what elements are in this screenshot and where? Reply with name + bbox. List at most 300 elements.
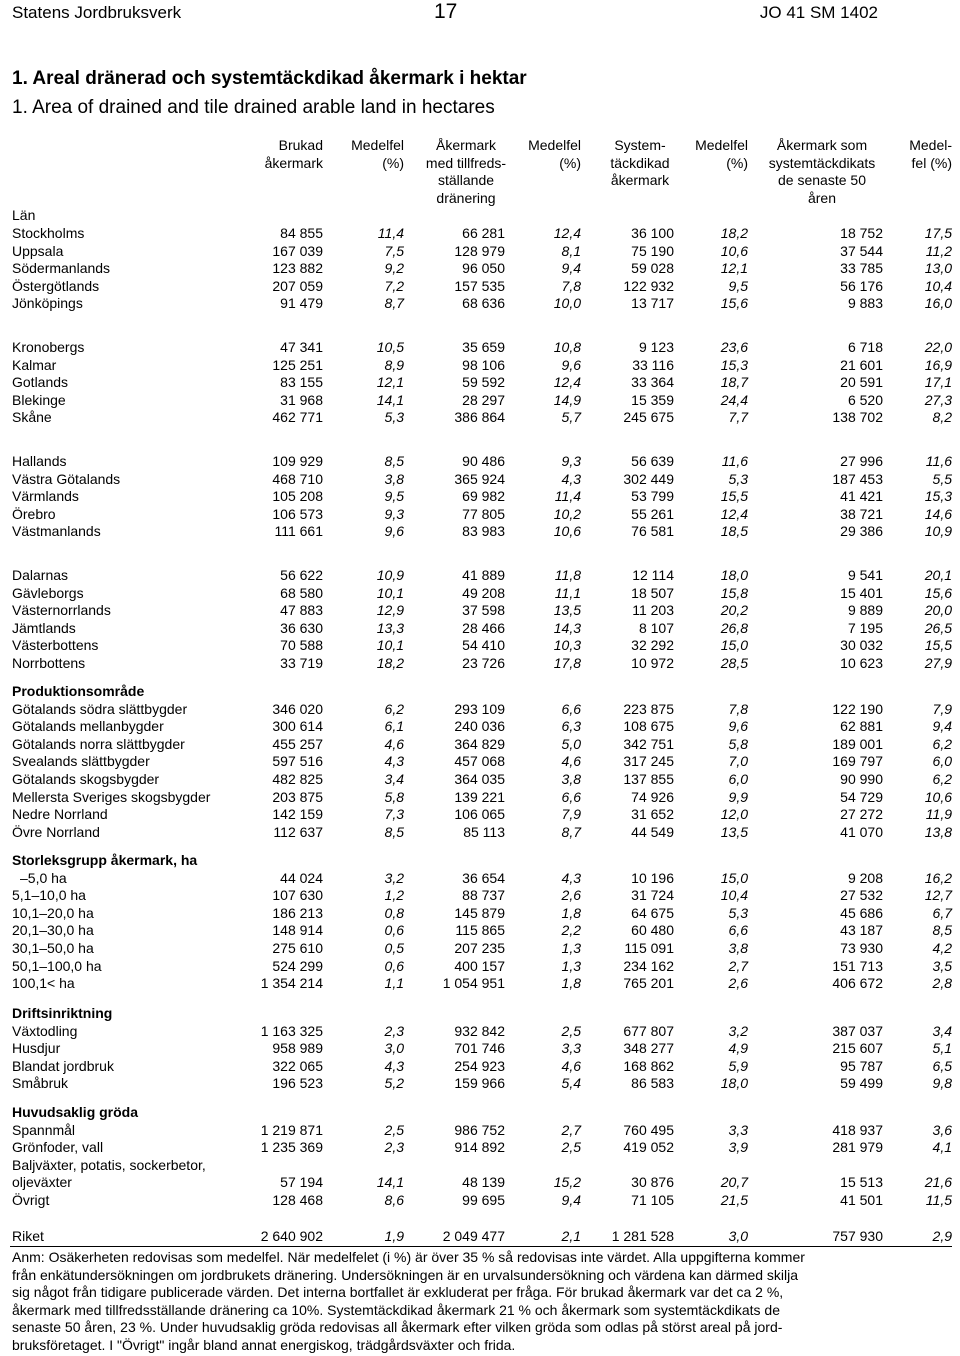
value-cell: 406 672 bbox=[832, 975, 883, 992]
row-label: Götalands södra slättbygder bbox=[12, 700, 188, 717]
value-cell: 71 105 bbox=[631, 1192, 674, 1208]
value-cell: 8 107 bbox=[638, 619, 674, 636]
error-cell: 2,6 bbox=[561, 887, 581, 904]
value-cell: 348 277 bbox=[623, 1040, 674, 1057]
value-cell: 342 751 bbox=[623, 735, 674, 752]
value-cell: 2 640 902 bbox=[260, 1228, 323, 1244]
table-row bbox=[0, 295, 960, 313]
value-cell: 21 601 bbox=[840, 356, 883, 373]
column-header-7 bbox=[752, 137, 892, 207]
section-title: Driftsinriktning bbox=[12, 1005, 113, 1021]
error-cell: 2,1 bbox=[561, 1228, 581, 1244]
error-cell: 13,5 bbox=[720, 823, 748, 840]
row-label: Kalmar bbox=[12, 356, 57, 373]
value-cell: 203 875 bbox=[272, 788, 323, 805]
value-cell: 27 996 bbox=[840, 453, 883, 469]
value-cell: 122 932 bbox=[623, 277, 674, 294]
value-cell: 9 883 bbox=[847, 295, 883, 312]
column-header-5 bbox=[570, 137, 710, 190]
value-cell: 33 719 bbox=[280, 655, 323, 671]
error-cell: 11,6 bbox=[721, 453, 748, 469]
error-cell: 15,5 bbox=[924, 637, 952, 654]
row-label: oljeväxter bbox=[12, 1174, 72, 1191]
value-cell: 7 195 bbox=[847, 619, 883, 636]
row-label: Husdjur bbox=[12, 1040, 61, 1057]
value-cell: 31 968 bbox=[280, 391, 323, 408]
error-cell: 10,3 bbox=[553, 637, 581, 654]
value-cell: 62 881 bbox=[840, 718, 883, 735]
value-cell: 53 799 bbox=[631, 488, 674, 505]
table-row bbox=[0, 1023, 960, 1041]
error-cell: 3,8 bbox=[384, 470, 404, 487]
error-cell: 22,0 bbox=[924, 339, 952, 355]
error-cell: 10,9 bbox=[924, 523, 952, 540]
value-cell: 77 805 bbox=[462, 505, 505, 522]
error-cell: 4,3 bbox=[384, 753, 404, 770]
error-cell: 10,1 bbox=[376, 584, 404, 601]
column-header-line: Medel- bbox=[909, 137, 952, 153]
value-cell: 35 659 bbox=[462, 339, 505, 355]
error-cell: 8,1 bbox=[561, 242, 581, 259]
error-cell: 3,2 bbox=[384, 869, 404, 886]
table-row bbox=[0, 887, 960, 905]
error-cell: 15,0 bbox=[720, 637, 748, 654]
error-cell: 5,1 bbox=[932, 1040, 952, 1057]
value-cell: 105 208 bbox=[272, 488, 323, 505]
value-cell: 757 930 bbox=[832, 1228, 883, 1244]
column-header-line: Åkermark som bbox=[776, 137, 868, 153]
error-cell: 11,9 bbox=[925, 806, 952, 823]
error-cell: 9,3 bbox=[561, 453, 581, 469]
table-row bbox=[0, 409, 960, 427]
row-label: Grönfoder, vall bbox=[12, 1139, 104, 1156]
table-row bbox=[0, 789, 960, 807]
error-cell: 12,7 bbox=[924, 887, 952, 904]
error-cell: 2,8 bbox=[932, 975, 952, 992]
table-row bbox=[0, 1174, 960, 1192]
value-cell: 207 059 bbox=[272, 277, 323, 294]
error-cell: 10,4 bbox=[720, 887, 748, 904]
error-cell: 8,9 bbox=[384, 356, 404, 373]
value-cell: 90 486 bbox=[462, 453, 505, 469]
row-label: Västra Götalands bbox=[12, 470, 121, 487]
value-cell: 1 219 871 bbox=[260, 1121, 323, 1138]
error-cell: 10,4 bbox=[924, 277, 952, 294]
error-cell: 0,8 bbox=[384, 904, 404, 921]
error-cell: 9,4 bbox=[561, 260, 581, 277]
row-label: Götalands skogsbygder bbox=[12, 771, 160, 787]
row-label: 20,1–30,0 ha bbox=[12, 922, 94, 939]
error-cell: 17,1 bbox=[924, 374, 952, 391]
value-cell: 68 636 bbox=[462, 295, 505, 312]
value-cell: 85 113 bbox=[463, 823, 505, 840]
value-cell: 69 982 bbox=[462, 488, 505, 505]
value-cell: 66 281 bbox=[462, 225, 505, 241]
value-cell: 677 807 bbox=[623, 1022, 674, 1039]
error-cell: 18,0 bbox=[720, 1075, 748, 1092]
table-row bbox=[0, 392, 960, 410]
error-cell: 20,1 bbox=[924, 567, 952, 583]
error-cell: 6,1 bbox=[384, 718, 404, 735]
column-header-3 bbox=[396, 137, 536, 207]
value-cell: 44 549 bbox=[631, 823, 674, 840]
error-cell: 27,9 bbox=[924, 655, 952, 671]
footnote-line: från enkätundersökningen om jordbrukets dränering. Undersökningen är en urvalsundersökning och värdena kan därmed skilja bbox=[12, 1266, 799, 1283]
table-row bbox=[0, 736, 960, 754]
row-label: Västmanlands bbox=[12, 523, 101, 540]
error-cell: 15,8 bbox=[720, 584, 748, 601]
error-cell: 3,2 bbox=[728, 1022, 748, 1039]
error-cell: 15,6 bbox=[720, 295, 748, 312]
row-label: Gävleborgs bbox=[12, 584, 84, 601]
value-cell: 73 930 bbox=[840, 940, 883, 956]
value-cell: 322 065 bbox=[272, 1057, 323, 1074]
error-cell: 17,5 bbox=[924, 225, 952, 241]
error-cell: 3,8 bbox=[728, 940, 748, 956]
row-label: Västernorrlands bbox=[12, 602, 111, 619]
error-cell: 1,2 bbox=[384, 887, 404, 904]
value-cell: 6 520 bbox=[847, 391, 883, 408]
value-cell: 986 752 bbox=[454, 1121, 505, 1138]
value-cell: 41 889 bbox=[462, 567, 505, 583]
value-cell: 215 607 bbox=[832, 1040, 883, 1057]
value-cell: 90 990 bbox=[840, 771, 883, 787]
table-row bbox=[0, 243, 960, 261]
column-header-line: Medelfel bbox=[351, 137, 404, 153]
table-row bbox=[0, 567, 960, 585]
value-cell: 60 480 bbox=[631, 922, 674, 939]
error-cell: 8,7 bbox=[561, 823, 581, 840]
value-cell: 245 675 bbox=[623, 409, 674, 426]
error-cell: 9,9 bbox=[728, 788, 748, 805]
value-cell: 27 272 bbox=[840, 806, 883, 823]
value-cell: 418 937 bbox=[832, 1121, 883, 1138]
table-row bbox=[0, 523, 960, 541]
error-cell: 24,4 bbox=[720, 391, 748, 408]
error-cell: 5,0 bbox=[561, 735, 581, 752]
value-cell: 32 292 bbox=[631, 637, 674, 654]
value-cell: 86 583 bbox=[631, 1075, 674, 1092]
error-cell: 7,2 bbox=[384, 277, 404, 294]
value-cell: 15 401 bbox=[840, 584, 883, 601]
value-cell: 56 639 bbox=[631, 453, 674, 469]
column-header-line: Brukad bbox=[278, 137, 323, 153]
footnote-line: sig något från tidigare publicerade värden. Det interna bortfallet är exkluderat per fråga. För brukad åkermark var det ca 2 %, bbox=[12, 1284, 784, 1301]
value-cell: 482 825 bbox=[272, 771, 323, 787]
value-cell: 115 865 bbox=[455, 922, 505, 939]
value-cell: 10 972 bbox=[631, 655, 674, 671]
error-cell: 18,5 bbox=[720, 523, 748, 540]
error-cell: 13,8 bbox=[924, 823, 952, 840]
error-cell: 28,5 bbox=[720, 655, 748, 671]
row-label: Mellersta Sveriges skogsbygder bbox=[12, 788, 211, 805]
error-cell: 5,5 bbox=[932, 470, 952, 487]
error-cell: 9,6 bbox=[384, 523, 404, 540]
error-cell: 11,6 bbox=[925, 453, 952, 469]
value-cell: 68 580 bbox=[280, 584, 323, 601]
error-cell: 7,3 bbox=[384, 806, 404, 823]
value-cell: 106 573 bbox=[272, 505, 323, 522]
error-cell: 4,6 bbox=[561, 753, 581, 770]
table-row bbox=[0, 958, 960, 976]
row-label: Blandat jordbruk bbox=[12, 1057, 114, 1074]
value-cell: 28 297 bbox=[462, 391, 505, 408]
table-row bbox=[0, 585, 960, 603]
row-label: Värmlands bbox=[12, 488, 79, 505]
value-cell: 254 923 bbox=[454, 1057, 505, 1074]
error-cell: 14,9 bbox=[553, 391, 581, 408]
value-cell: 41 421 bbox=[840, 488, 883, 505]
error-cell: 8,6 bbox=[384, 1192, 404, 1208]
column-header-line: ställande bbox=[437, 172, 495, 188]
value-cell: 45 686 bbox=[840, 904, 883, 921]
value-cell: 1 354 214 bbox=[260, 975, 323, 992]
error-cell: 26,5 bbox=[924, 619, 952, 636]
table-row bbox=[0, 471, 960, 489]
value-cell: 29 386 bbox=[840, 523, 883, 540]
table-row bbox=[0, 870, 960, 888]
value-cell: 59 499 bbox=[840, 1075, 883, 1092]
value-cell: 48 139 bbox=[462, 1174, 505, 1191]
error-cell: 12,0 bbox=[720, 806, 748, 823]
error-cell: 5,3 bbox=[728, 904, 748, 921]
value-cell: 293 109 bbox=[454, 700, 505, 717]
error-cell: 14,6 bbox=[924, 505, 952, 522]
table-row bbox=[0, 922, 960, 940]
error-cell: 2,5 bbox=[384, 1121, 404, 1138]
table-row bbox=[0, 488, 960, 506]
value-cell: 1 163 325 bbox=[260, 1022, 323, 1039]
value-cell: 123 882 bbox=[272, 260, 323, 277]
row-label: Norrbottens bbox=[12, 655, 86, 671]
row-label: 100,1< ha bbox=[12, 975, 75, 992]
column-header-line: (%) bbox=[559, 154, 581, 171]
section-title: Produktionsområde bbox=[12, 683, 145, 699]
error-cell: 1,9 bbox=[384, 1228, 404, 1244]
error-cell: 9,2 bbox=[384, 260, 404, 277]
footnote-line: Anm: Osäkerheten redovisas som medelfel. När medelfelet (i %) är över 35 % så redovisas inte värdet. Alla uppgifterna kommer bbox=[12, 1249, 805, 1265]
value-cell: 13 717 bbox=[631, 295, 674, 312]
value-cell: 1 054 951 bbox=[442, 975, 505, 992]
value-cell: 91 479 bbox=[280, 295, 323, 312]
value-cell: 99 695 bbox=[462, 1192, 505, 1208]
value-cell: 107 630 bbox=[272, 887, 323, 904]
error-cell: 6,7 bbox=[932, 904, 952, 921]
column-header-line: (%) bbox=[726, 154, 748, 171]
row-label: 10,1–20,0 ha bbox=[12, 904, 94, 921]
error-cell: 5,8 bbox=[384, 788, 404, 805]
table-row bbox=[0, 620, 960, 638]
error-cell: 6,3 bbox=[561, 718, 581, 735]
row-label: Riket bbox=[12, 1228, 44, 1244]
value-cell: 30 032 bbox=[840, 637, 883, 654]
value-cell: 597 516 bbox=[272, 753, 323, 770]
table-row bbox=[0, 637, 960, 655]
value-cell: 157 535 bbox=[454, 277, 505, 294]
value-cell: 125 251 bbox=[272, 356, 323, 373]
error-cell: 5,8 bbox=[728, 735, 748, 752]
error-cell: 18,2 bbox=[720, 225, 748, 241]
table-row bbox=[0, 655, 960, 673]
row-label: 30,1–50,0 ha bbox=[12, 940, 94, 956]
row-label: Gotlands bbox=[12, 374, 69, 391]
error-cell: 2,3 bbox=[384, 1139, 404, 1156]
error-cell: 12,1 bbox=[720, 260, 748, 277]
value-cell: 145 879 bbox=[454, 904, 505, 921]
value-cell: 137 855 bbox=[623, 771, 674, 787]
row-label: Dalarnas bbox=[12, 567, 69, 583]
value-cell: 54 729 bbox=[840, 788, 883, 805]
error-cell: 18,2 bbox=[376, 655, 404, 671]
value-cell: 44 024 bbox=[280, 869, 323, 886]
value-cell: 457 068 bbox=[454, 753, 505, 770]
error-cell: 6,2 bbox=[932, 771, 952, 787]
error-cell: 13,0 bbox=[924, 260, 952, 277]
value-cell: 207 235 bbox=[454, 940, 505, 956]
column-header-line: åren bbox=[807, 189, 837, 206]
column-header-line: åkermark bbox=[264, 154, 323, 171]
table-row bbox=[0, 701, 960, 719]
error-cell: 3,3 bbox=[728, 1121, 748, 1138]
value-cell: 524 299 bbox=[272, 957, 323, 974]
error-cell: 10,5 bbox=[376, 339, 404, 355]
value-cell: 148 914 bbox=[272, 922, 323, 939]
row-label: Götalands norra slättbygder bbox=[12, 735, 185, 752]
table-title-english: 1. Area of drained and tile drained arable land in hectares bbox=[12, 97, 495, 118]
value-cell: 159 966 bbox=[454, 1075, 505, 1092]
error-cell: 0,5 bbox=[384, 940, 404, 956]
value-cell: 28 466 bbox=[462, 619, 505, 636]
table-row bbox=[0, 506, 960, 524]
error-cell: 9,6 bbox=[561, 356, 581, 373]
table-row bbox=[0, 940, 960, 958]
value-cell: 74 926 bbox=[631, 788, 674, 805]
error-cell: 9,4 bbox=[561, 1192, 581, 1208]
value-cell: 168 862 bbox=[623, 1057, 674, 1074]
error-cell: 5,3 bbox=[728, 470, 748, 487]
value-cell: 108 675 bbox=[623, 718, 674, 735]
row-label: Nedre Norrland bbox=[12, 806, 108, 823]
error-cell: 8,5 bbox=[932, 922, 952, 939]
value-cell: 275 610 bbox=[272, 940, 323, 956]
value-cell: 47 341 bbox=[280, 339, 323, 355]
value-cell: 760 495 bbox=[623, 1121, 674, 1138]
error-cell: 3,0 bbox=[728, 1228, 748, 1244]
error-cell: 2,6 bbox=[728, 975, 748, 992]
value-cell: 111 661 bbox=[274, 523, 323, 540]
table-row bbox=[0, 1075, 960, 1093]
error-cell: 6,0 bbox=[728, 771, 748, 787]
error-cell: 2,5 bbox=[561, 1139, 581, 1156]
error-cell: 12,9 bbox=[376, 602, 404, 619]
value-cell: 914 892 bbox=[454, 1139, 505, 1156]
error-cell: 20,0 bbox=[924, 602, 952, 619]
page-number: 17 bbox=[434, 0, 458, 23]
value-cell: 41 501 bbox=[840, 1192, 883, 1208]
error-cell: 5,4 bbox=[561, 1075, 581, 1092]
error-cell: 9,6 bbox=[728, 718, 748, 735]
footnote-line: bruksföretaget. I "Övrigt" ingår bland annat energiskog, trädgårdsväxter och frida. bbox=[12, 1336, 516, 1353]
row-label: Kronobergs bbox=[12, 339, 85, 355]
table-row bbox=[0, 771, 960, 789]
error-cell: 7,9 bbox=[932, 700, 952, 717]
value-cell: 12 114 bbox=[632, 567, 674, 583]
value-cell: 41 070 bbox=[840, 823, 883, 840]
value-cell: 20 591 bbox=[840, 374, 883, 391]
column-header-line: de senaste 50 bbox=[778, 172, 866, 188]
value-cell: 196 523 bbox=[272, 1075, 323, 1092]
error-cell: 5,3 bbox=[384, 409, 404, 426]
error-cell: 3,8 bbox=[561, 771, 581, 787]
row-label: Baljväxter, potatis, sockerbetor, bbox=[12, 1156, 206, 1173]
value-cell: 932 842 bbox=[454, 1022, 505, 1039]
table-row bbox=[0, 260, 960, 278]
error-cell: 1,3 bbox=[561, 957, 581, 974]
error-cell: 8,5 bbox=[384, 823, 404, 840]
error-cell: 8,7 bbox=[384, 295, 404, 312]
value-cell: 84 855 bbox=[280, 225, 323, 241]
error-cell: 13,3 bbox=[376, 619, 404, 636]
error-cell: 15,2 bbox=[553, 1174, 581, 1191]
table-row bbox=[0, 824, 960, 842]
value-cell: 386 864 bbox=[454, 409, 505, 426]
value-cell: 106 065 bbox=[454, 806, 505, 823]
value-cell: 169 797 bbox=[832, 753, 883, 770]
value-cell: 37 544 bbox=[840, 242, 883, 259]
value-cell: 138 702 bbox=[832, 409, 883, 426]
value-cell: 59 028 bbox=[631, 260, 674, 277]
value-cell: 364 829 bbox=[454, 735, 505, 752]
table-row bbox=[0, 1122, 960, 1140]
error-cell: 4,9 bbox=[728, 1040, 748, 1057]
row-label: Hallands bbox=[12, 453, 67, 469]
column-header-line: (%) bbox=[382, 154, 404, 171]
row-label: Blekinge bbox=[12, 391, 66, 408]
error-cell: 6,2 bbox=[384, 700, 404, 717]
error-cell: 15,5 bbox=[720, 488, 748, 505]
error-cell: 4,6 bbox=[561, 1057, 581, 1074]
value-cell: 18 507 bbox=[631, 584, 674, 601]
row-label: Skåne bbox=[12, 409, 52, 426]
error-cell: 2,7 bbox=[728, 957, 748, 974]
error-cell: 4,3 bbox=[384, 1057, 404, 1074]
error-cell: 4,3 bbox=[561, 869, 581, 886]
error-cell: 15,6 bbox=[924, 584, 952, 601]
value-cell: 11 203 bbox=[632, 602, 674, 619]
row-label: Götalands mellanbygder bbox=[12, 718, 164, 735]
value-cell: 55 261 bbox=[631, 505, 674, 522]
table-row bbox=[0, 225, 960, 243]
value-cell: 128 468 bbox=[272, 1192, 323, 1208]
value-cell: 6 718 bbox=[847, 339, 883, 355]
column-header-line: täckdikad bbox=[610, 154, 670, 171]
value-cell: 9 208 bbox=[847, 869, 883, 886]
error-cell: 23,6 bbox=[720, 339, 748, 355]
value-cell: 59 592 bbox=[462, 374, 505, 391]
table-row bbox=[0, 339, 960, 357]
column-header-line: fel (%) bbox=[911, 154, 952, 171]
note-divider bbox=[10, 1246, 952, 1247]
value-cell: 189 001 bbox=[832, 735, 883, 752]
value-cell: 56 622 bbox=[280, 567, 323, 583]
row-label: Växtodling bbox=[12, 1022, 78, 1039]
value-cell: 36 100 bbox=[631, 225, 674, 241]
error-cell: 10,8 bbox=[553, 339, 581, 355]
value-cell: 43 187 bbox=[840, 922, 883, 939]
error-cell: 6,6 bbox=[561, 788, 581, 805]
error-cell: 3,9 bbox=[728, 1139, 748, 1156]
value-cell: 1 281 528 bbox=[611, 1228, 674, 1244]
